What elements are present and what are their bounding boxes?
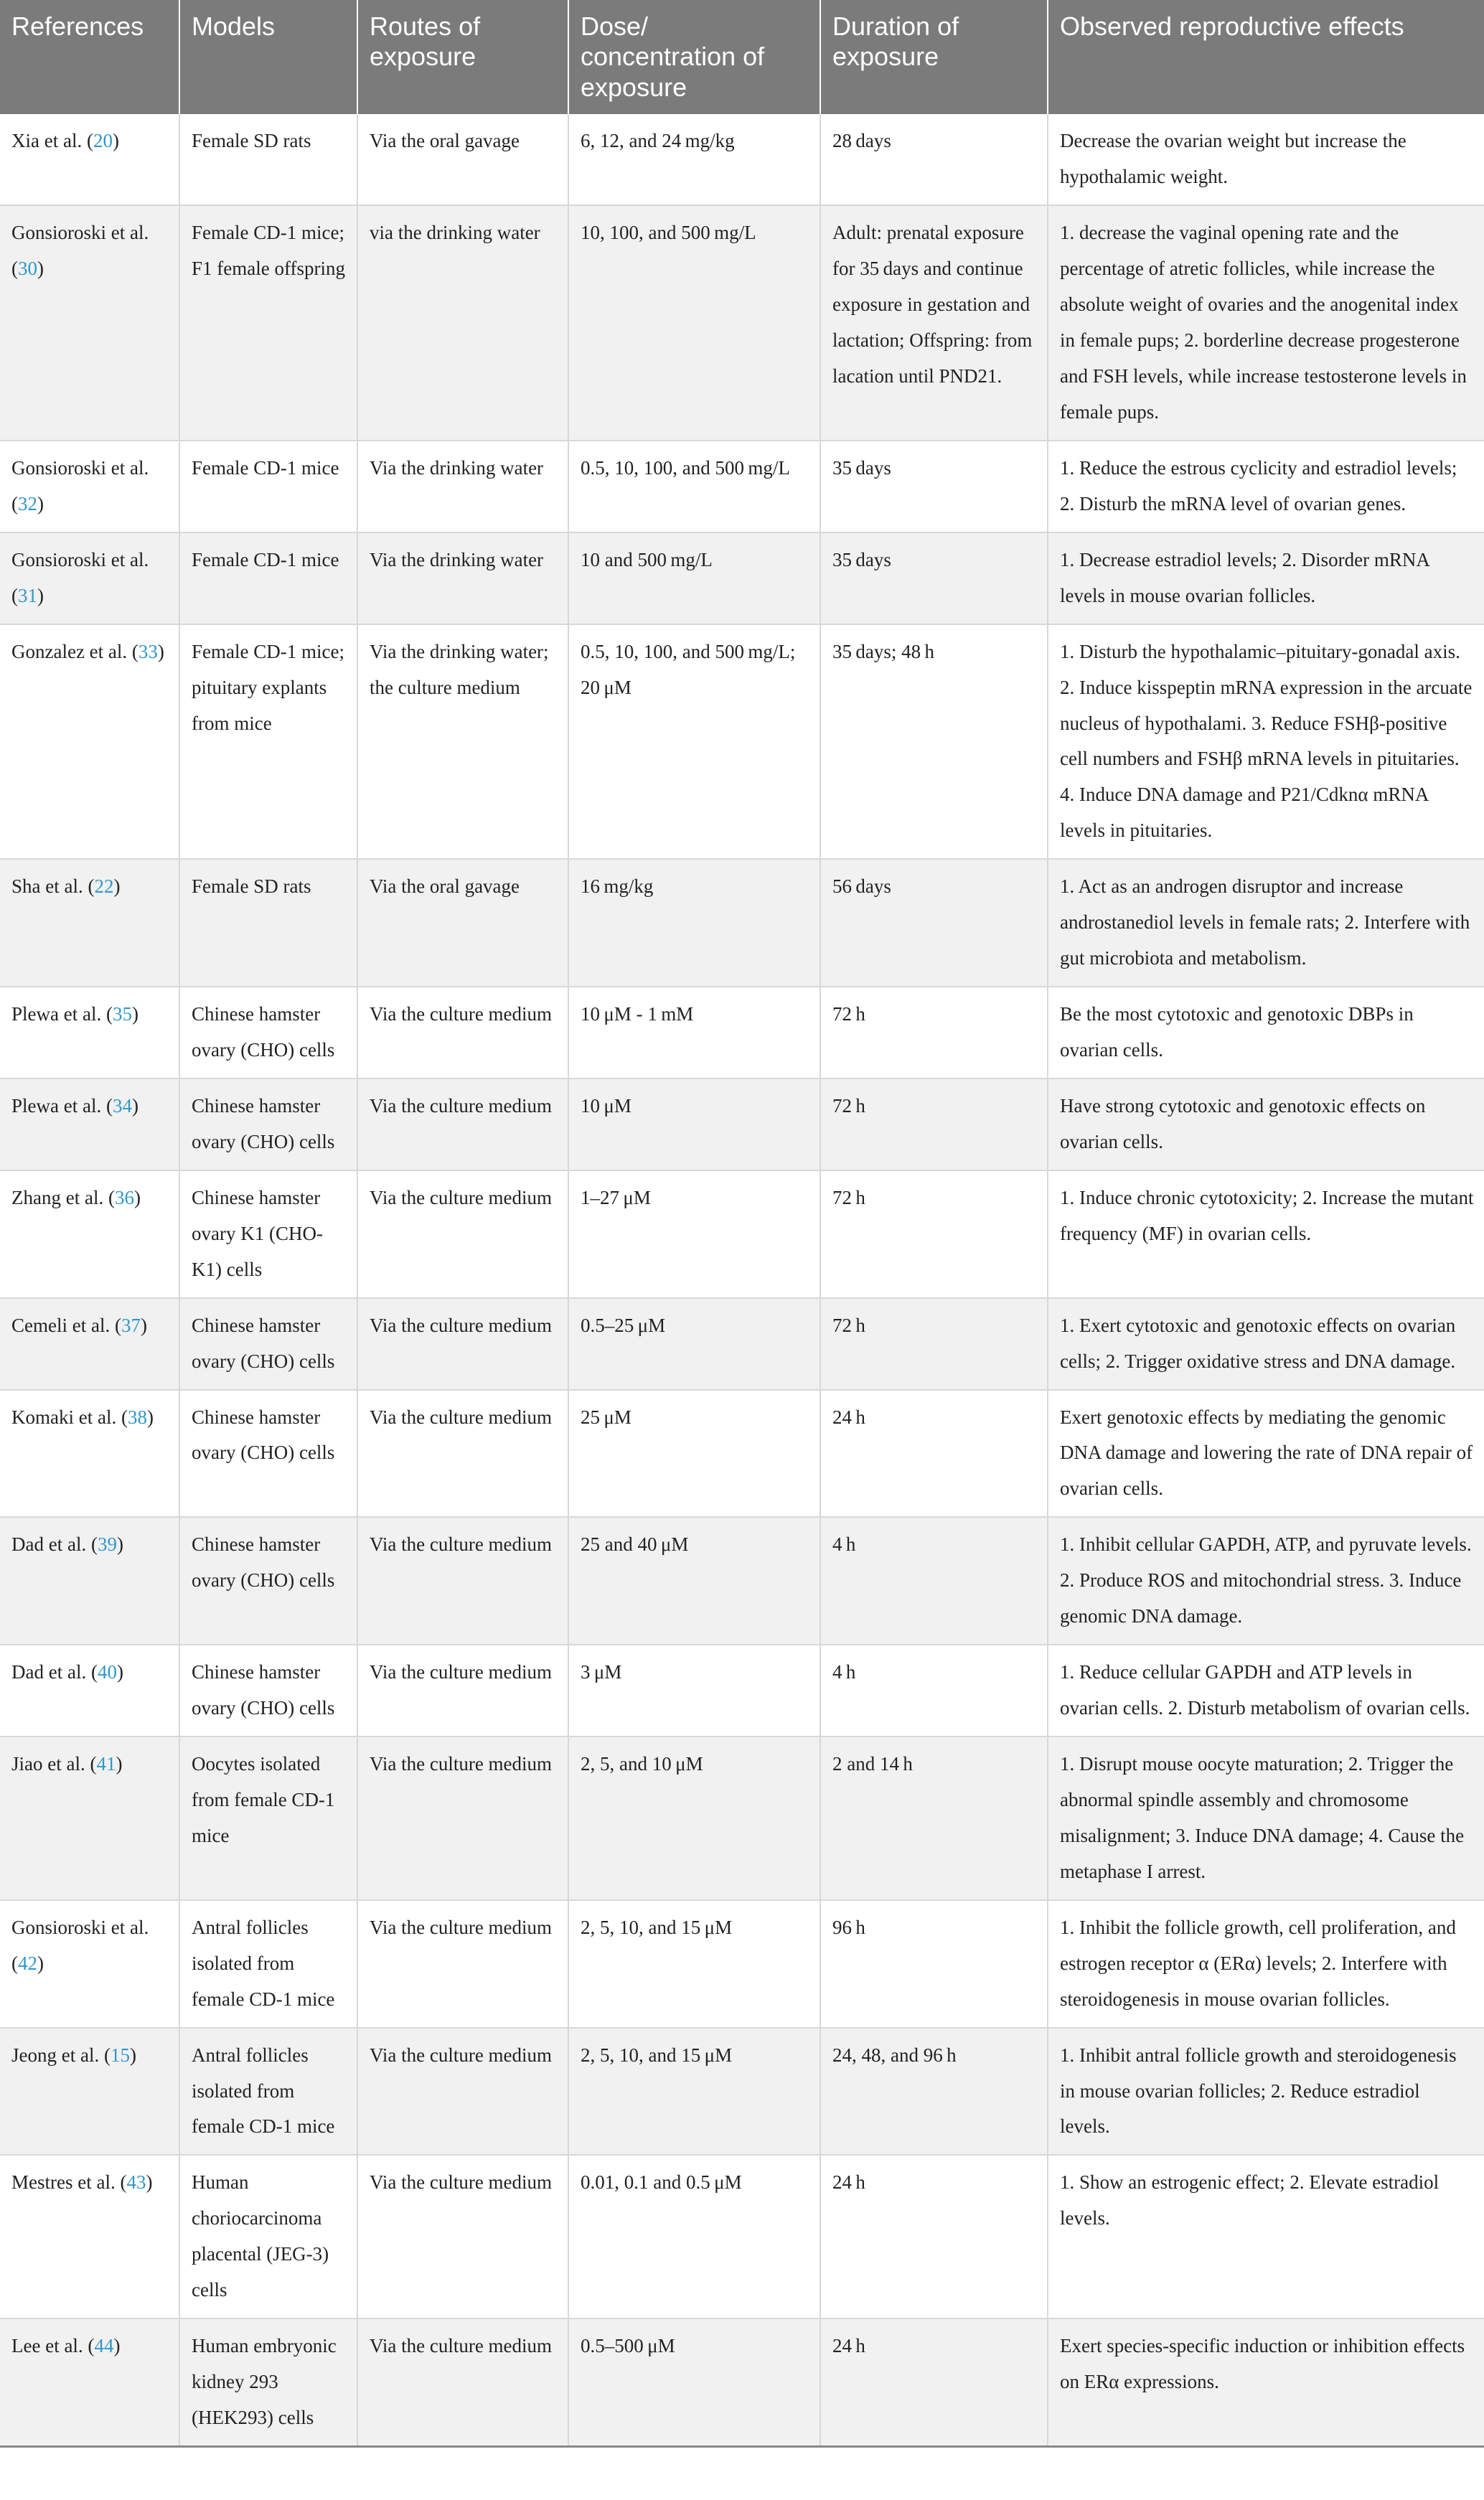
route-cell: Via the oral gavage <box>357 859 568 987</box>
table-row <box>0 2155 1484 2318</box>
citation-link[interactable]: 37 <box>121 1314 141 1336</box>
table-row <box>0 987 1484 1079</box>
model-cell: Female CD-1 mice <box>179 532 357 624</box>
route-cell: Via the culture medium <box>357 1737 568 1900</box>
table-row <box>0 624 1484 860</box>
reference-close: ) <box>146 2171 153 2194</box>
effects-cell: 1. Inhibit antral follicle growth and steroidogenesis in mouse ovarian follicles; 2. Reduce estradiol levels. <box>1048 2028 1484 2156</box>
model-cell: Chinese hamster ovary (CHO) cells <box>179 1390 357 1518</box>
effects-cell: 1. Act as an androgen disruptor and increase androstanediol levels in female rats; 2. Interfere with gut microbiota and metabolism. <box>1048 859 1484 987</box>
reference-cell <box>0 1645 179 1737</box>
table-row <box>0 205 1484 441</box>
dose-cell: 1–27 μM <box>568 1170 820 1298</box>
citation-link[interactable]: 31 <box>18 584 37 606</box>
reference-cell <box>0 987 179 1079</box>
table-row <box>0 2318 1484 2446</box>
dose-cell: 0.5, 10, 100, and 500 mg/L <box>568 441 820 532</box>
reference-author: Sha et al. ( <box>11 875 95 898</box>
reference-cell <box>0 205 179 441</box>
table-row <box>0 1737 1484 1900</box>
table-row <box>0 441 1484 532</box>
reference-close: ) <box>146 1406 154 1428</box>
reference-close: ) <box>37 492 44 514</box>
model-cell: Chinese hamster ovary K1 (CHO-K1) cells <box>179 1170 357 1298</box>
reference-cell <box>0 624 179 860</box>
route-cell: Via the drinking water <box>357 532 568 624</box>
model-cell: Antral follicles isolated from female CD-1 mice <box>179 1900 357 2028</box>
route-cell: Via the drinking water; the culture medium <box>357 624 568 860</box>
route-cell: Via the drinking water <box>357 441 568 532</box>
effects-cell: Be the most cytotoxic and genotoxic DBPs in ovarian cells. <box>1048 987 1484 1079</box>
reference-author: Lee et al. ( <box>11 2335 95 2357</box>
reference-author: Gonsioroski et al. ( <box>11 222 149 280</box>
reference-author: Zhang et al. ( <box>11 1186 115 1208</box>
dose-cell: 10 μM - 1 mM <box>568 987 820 1079</box>
table-row <box>0 1079 1484 1170</box>
duration-cell: 96 h <box>820 1900 1048 2028</box>
dose-cell: 0.5–500 μM <box>568 2318 820 2446</box>
duration-cell: 4 h <box>820 1517 1048 1645</box>
dose-cell: 0.01, 0.1 and 0.5 μM <box>568 2155 820 2318</box>
route-cell: Via the culture medium <box>357 2318 568 2446</box>
effects-cell: 1. Reduce the estrous cyclicity and estradiol levels; 2. Disturb the mRNA level of ovarian genes. <box>1048 441 1484 532</box>
reference-close: ) <box>112 130 119 152</box>
citation-link[interactable]: 32 <box>18 492 37 514</box>
reference-close: ) <box>131 1094 138 1117</box>
reference-close: ) <box>116 1661 123 1683</box>
duration-cell: 35 days <box>820 441 1048 532</box>
route-cell: Via the culture medium <box>357 987 568 1079</box>
dose-cell: 10 and 500 mg/L <box>568 532 820 624</box>
route-cell: Via the culture medium <box>357 1298 568 1390</box>
header-row <box>0 0 1484 114</box>
reference-close: ) <box>133 1186 141 1208</box>
reference-author: Jiao et al. ( <box>11 1753 97 1775</box>
model-cell: Female CD-1 mice <box>179 441 357 532</box>
duration-cell: 24 h <box>820 2155 1048 2318</box>
reference-close: ) <box>131 1003 138 1025</box>
citation-link[interactable]: 30 <box>18 258 37 280</box>
reference-author: Jeong et al. ( <box>11 2044 111 2066</box>
reference-author: Gonsioroski et al. ( <box>11 456 149 514</box>
citation-link[interactable]: 38 <box>127 1406 147 1428</box>
model-cell: Female CD-1 mice; F1 female offspring <box>179 205 357 441</box>
route-cell: Via the oral gavage <box>357 114 568 205</box>
duration-cell: 56 days <box>820 859 1048 987</box>
reference-cell <box>0 2318 179 2446</box>
citation-link[interactable]: 41 <box>96 1753 116 1775</box>
header-effects: Observed reproductive effects <box>1048 0 1484 114</box>
effects-cell: 1. Show an estrogenic effect; 2. Elevate estradiol levels. <box>1048 2155 1484 2318</box>
table-row <box>0 1298 1484 1390</box>
effects-cell: 1. Decrease estradiol levels; 2. Disorder mRNA levels in mouse ovarian follicles. <box>1048 532 1484 624</box>
table-row <box>0 532 1484 624</box>
table-row <box>0 1900 1484 2028</box>
duration-cell: 4 h <box>820 1645 1048 1737</box>
dose-cell: 2, 5, 10, and 15 μM <box>568 1900 820 2028</box>
reference-close: ) <box>116 1533 123 1556</box>
reference-close: ) <box>157 640 164 662</box>
dose-cell: 2, 5, and 10 μM <box>568 1737 820 1900</box>
duration-cell: 24, 48, and 96 h <box>820 2028 1048 2156</box>
reference-cell <box>0 1390 179 1518</box>
table-body <box>0 114 1484 2446</box>
model-cell: Female CD-1 mice; pituitary explants from mice <box>179 624 357 860</box>
route-cell: Via the culture medium <box>357 1900 568 2028</box>
header-duration: Duration of exposure <box>820 0 1048 114</box>
reference-close: ) <box>140 1314 147 1336</box>
route-cell: Via the culture medium <box>357 1390 568 1518</box>
route-cell: Via the culture medium <box>357 2155 568 2318</box>
citation-link[interactable]: 35 <box>112 1003 132 1025</box>
reference-cell <box>0 441 179 532</box>
reference-author: Plewa et al. ( <box>11 1094 113 1117</box>
duration-cell: 72 h <box>820 1170 1048 1298</box>
effects-cell: 1. Inhibit cellular GAPDH, ATP, and pyruvate levels. 2. Produce ROS and mitochondrial stress. 3. Induce genomic DNA damage. <box>1048 1517 1484 1645</box>
duration-cell: 2 and 14 h <box>820 1737 1048 1900</box>
model-cell: Oocytes isolated from female CD-1 mice <box>179 1737 357 1900</box>
header-dose: Dose/ concentration of exposure <box>568 0 820 114</box>
reference-author: Gonsioroski et al. ( <box>11 548 149 606</box>
effects-cell: 1. decrease the vaginal opening rate and the percentage of atretic follicles, while increase the absolute weight of ovaries and the anogenital index in female pups; 2. borderline decrease progesterone and FSH levels, while increase testosterone levels in female pups. <box>1048 205 1484 441</box>
citation-link[interactable]: 15 <box>110 2044 130 2066</box>
model-cell: Chinese hamster ovary (CHO) cells <box>179 1298 357 1390</box>
reference-author: Mestres et al. ( <box>11 2171 127 2194</box>
citation-link[interactable]: 44 <box>94 2335 114 2357</box>
duration-cell: 24 h <box>820 1390 1048 1518</box>
reference-close: ) <box>113 2335 121 2357</box>
dose-cell: 3 μM <box>568 1645 820 1737</box>
citation-link[interactable]: 20 <box>93 130 113 152</box>
duration-cell: 72 h <box>820 1298 1048 1390</box>
citation-link[interactable]: 40 <box>97 1661 117 1683</box>
citation-link[interactable]: 33 <box>138 640 158 662</box>
route-cell: Via the culture medium <box>357 1645 568 1737</box>
reference-cell <box>0 1737 179 1900</box>
header-models: Models <box>179 0 357 114</box>
model-cell: Female SD rats <box>179 859 357 987</box>
model-cell: Chinese hamster ovary (CHO) cells <box>179 1517 357 1645</box>
reference-cell <box>0 1079 179 1170</box>
dose-cell: 25 and 40 μM <box>568 1517 820 1645</box>
effects-cell: 1. Inhibit the follicle growth, cell proliferation, and estrogen receptor α (ERα) levels; 2. Interfere with steroidogenesis in mouse ovarian follicles. <box>1048 1900 1484 2028</box>
citation-link[interactable]: 43 <box>126 2171 146 2194</box>
reference-author: Cemeli et al. ( <box>11 1314 121 1336</box>
reference-close: ) <box>113 875 121 898</box>
citation-link[interactable]: 39 <box>97 1533 117 1556</box>
effects-cell: Exert genotoxic effects by mediating the genomic DNA damage and lowering the rate of DNA repair of ovarian cells. <box>1048 1390 1484 1518</box>
reference-cell <box>0 1900 179 2028</box>
reference-cell <box>0 2155 179 2318</box>
reference-cell <box>0 1517 179 1645</box>
reference-cell <box>0 114 179 205</box>
model-cell: Chinese hamster ovary (CHO) cells <box>179 987 357 1079</box>
duration-cell: Adult: prenatal exposure for 35 days and continue exposure in gestation and lactation; Offspring: from lacation until PND21. <box>820 205 1048 441</box>
reference-cell <box>0 859 179 987</box>
dose-cell: 10 μM <box>568 1079 820 1170</box>
dose-cell: 0.5–25 μM <box>568 1298 820 1390</box>
duration-cell: 35 days <box>820 532 1048 624</box>
reference-author: Plewa et al. ( <box>11 1003 113 1025</box>
model-cell: Chinese hamster ovary (CHO) cells <box>179 1645 357 1737</box>
header-routes: Routes of exposure <box>357 0 568 114</box>
reference-author: Xia et al. ( <box>11 130 93 152</box>
reference-author: Gonsioroski et al. ( <box>11 1916 149 1974</box>
effects-cell: Decrease the ovarian weight but increase the hypothalamic weight. <box>1048 114 1484 205</box>
citation-link[interactable]: 34 <box>112 1094 132 1117</box>
dose-cell: 16 mg/kg <box>568 859 820 987</box>
effects-cell: Exert species-specific induction or inhibition effects on ERα expressions. <box>1048 2318 1484 2446</box>
reference-close: ) <box>129 2044 136 2066</box>
duration-cell: 28 days <box>820 114 1048 205</box>
dose-cell: 0.5, 10, 100, and 500 mg/L; 20 μM <box>568 624 820 860</box>
reference-author: Gonzalez et al. ( <box>11 640 138 662</box>
model-cell: Antral follicles isolated from female CD-1 mice <box>179 2028 357 2156</box>
table-row <box>0 859 1484 987</box>
route-cell: via the drinking water <box>357 205 568 441</box>
table-row <box>0 1390 1484 1518</box>
reference-cell <box>0 2028 179 2156</box>
citation-link[interactable]: 42 <box>18 1952 37 1974</box>
reference-close: ) <box>37 258 44 280</box>
effects-cell: 1. Induce chronic cytotoxicity; 2. Increase the mutant frequency (MF) in ovarian cells. <box>1048 1170 1484 1298</box>
route-cell: Via the culture medium <box>357 1079 568 1170</box>
dose-cell: 2, 5, 10, and 15 μM <box>568 2028 820 2156</box>
duration-cell: 35 days; 48 h <box>820 624 1048 860</box>
dose-cell: 25 μM <box>568 1390 820 1518</box>
duration-cell: 72 h <box>820 987 1048 1079</box>
reference-author: Dad et al. ( <box>11 1533 98 1556</box>
reference-author: Dad et al. ( <box>11 1661 98 1683</box>
citation-link[interactable]: 22 <box>94 875 114 898</box>
reference-author: Komaki et al. ( <box>11 1406 128 1428</box>
effects-cell: 1. Exert cytotoxic and genotoxic effects on ovarian cells; 2. Trigger oxidative stress and DNA damage. <box>1048 1298 1484 1390</box>
reference-close: ) <box>37 584 44 606</box>
route-cell: Via the culture medium <box>357 1517 568 1645</box>
table-row <box>0 114 1484 205</box>
citation-link[interactable]: 36 <box>114 1186 134 1208</box>
model-cell: Female SD rats <box>179 114 357 205</box>
reference-close: ) <box>116 1753 123 1775</box>
model-cell: Human embryonic kidney 293 (HEK293) cells <box>179 2318 357 2446</box>
route-cell: Via the culture medium <box>357 2028 568 2156</box>
table-row <box>0 1170 1484 1298</box>
dose-cell: 6, 12, and 24 mg/kg <box>568 114 820 205</box>
effects-cell: Have strong cytotoxic and genotoxic effects on ovarian cells. <box>1048 1079 1484 1170</box>
dose-cell: 10, 100, and 500 mg/L <box>568 205 820 441</box>
table-row <box>0 2028 1484 2156</box>
route-cell: Via the culture medium <box>357 1170 568 1298</box>
reference-cell <box>0 1170 179 1298</box>
effects-cell: 1. Reduce cellular GAPDH and ATP levels in ovarian cells. 2. Disturb metabolism of ovarian cells. <box>1048 1645 1484 1737</box>
table-row <box>0 1517 1484 1645</box>
table-row <box>0 1645 1484 1737</box>
effects-cell: 1. Disturb the hypothalamic–pituitary-gonadal axis. 2. Induce kisspeptin mRNA expression in the arcuate nucleus of hypothalami. 3. Reduce FSHβ-positive cell numbers and FSHβ mRNA levels in pituitaries. 4. Induce DNA damage and P21/Cdknα mRNA levels in pituitaries. <box>1048 624 1484 860</box>
duration-cell: 24 h <box>820 2318 1048 2446</box>
reference-cell <box>0 1298 179 1390</box>
reference-cell <box>0 532 179 624</box>
effects-cell: 1. Disrupt mouse oocyte maturation; 2. Trigger the abnormal spindle assembly and chromosome misalignment; 3. Induce DNA damage; 4. Cause the metaphase I arrest. <box>1048 1737 1484 1900</box>
model-cell: Chinese hamster ovary (CHO) cells <box>179 1079 357 1170</box>
header-references: References <box>0 0 179 114</box>
reference-close: ) <box>37 1952 44 1974</box>
model-cell: Human choriocarcinoma placental (JEG-3) cells <box>179 2155 357 2318</box>
duration-cell: 72 h <box>820 1079 1048 1170</box>
